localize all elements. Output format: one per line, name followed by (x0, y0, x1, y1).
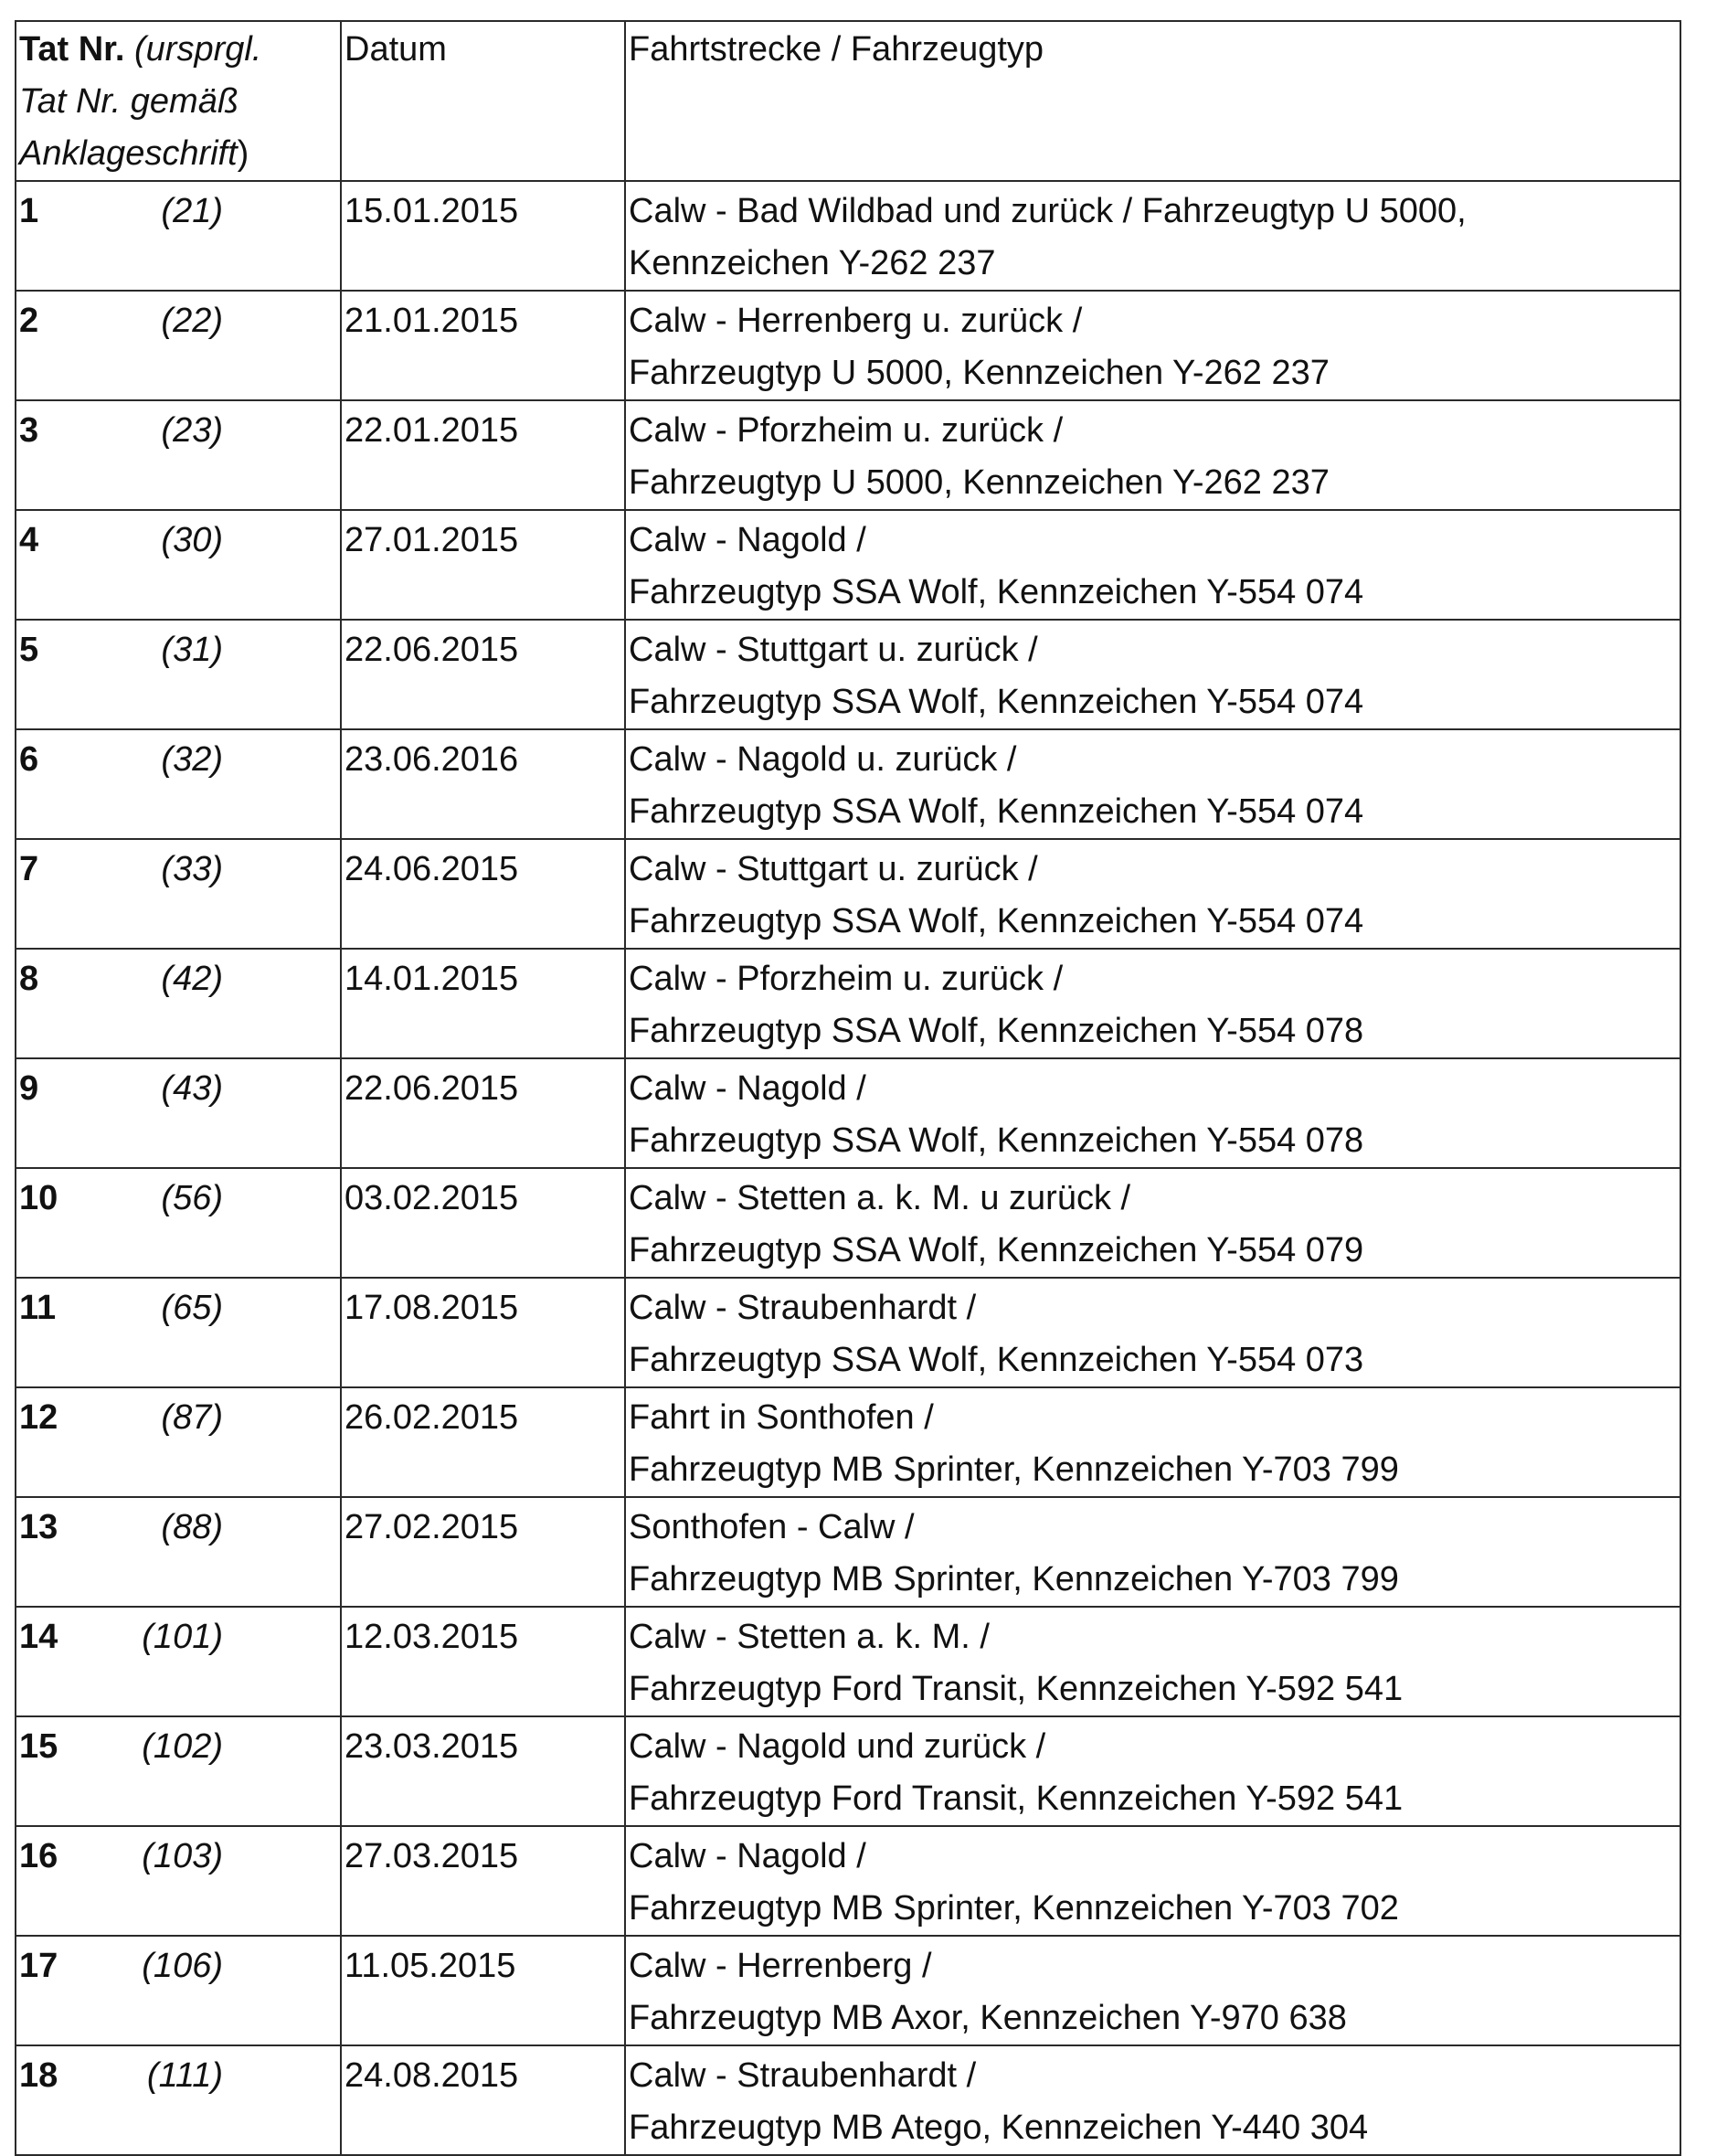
table-body (16, 181, 1680, 2155)
header-orig-line-3: Anklageschrift (19, 134, 238, 173)
table-header (16, 21, 1680, 181)
table-row (16, 949, 1680, 1058)
route-cell (625, 1497, 1680, 1607)
header-orig-close: ) (237, 134, 249, 173)
tat-nr-cell (16, 1058, 341, 1168)
vehicle-text: Fahrzeugtyp U 5000, Kennzeichen Y-262 237 (629, 463, 1330, 502)
vehicle-text: Fahrzeugtyp MB Sprinter, Kennzeichen Y-703 702 (629, 1889, 1399, 1928)
tat-nr: 5 (19, 631, 39, 669)
table-row (16, 729, 1680, 839)
original-tat-nr: (33) (161, 850, 223, 888)
tat-nr: 11 (19, 1289, 57, 1327)
route-cell (625, 1058, 1680, 1168)
table-row (16, 291, 1680, 400)
original-tat-nr: (103) (142, 1837, 223, 1875)
route-text: Calw - Pforzheim u. zurück / (629, 960, 1064, 998)
header-route: Fahrtstrecke / Fahrzeugtyp (625, 21, 1680, 181)
route-text: Calw - Stuttgart u. zurück / (629, 631, 1038, 669)
route-cell (625, 839, 1680, 949)
route-text: Sonthofen - Calw / (629, 1508, 915, 1546)
tat-nr-cell (16, 2045, 341, 2155)
original-tat-nr: (56) (161, 1179, 223, 1217)
tat-nr-cell (16, 510, 341, 620)
table-row (16, 1826, 1680, 1936)
tat-nr-cell (16, 1168, 341, 1278)
table-row (16, 1168, 1680, 1278)
route-text: Fahrt in Sonthofen / (629, 1398, 934, 1437)
vehicle-text: Fahrzeugtyp SSA Wolf, Kennzeichen Y-554 074 (629, 683, 1364, 721)
datum-cell: 15.01.2015 (341, 181, 625, 291)
route-cell (625, 1936, 1680, 2045)
datum-cell: 23.06.2016 (341, 729, 625, 839)
datum-cell: 24.06.2015 (341, 839, 625, 949)
vehicle-text: Fahrzeugtyp SSA Wolf, Kennzeichen Y-554 074 (629, 573, 1364, 611)
tat-nr: 12 (19, 1398, 58, 1437)
tat-nr: 15 (19, 1727, 58, 1766)
tat-nr-cell (16, 181, 341, 291)
route-text: Calw - Nagold / (629, 521, 866, 559)
vehicle-text: Fahrzeugtyp U 5000, Kennzeichen Y-262 237 (629, 354, 1330, 392)
tat-nr: 7 (19, 850, 39, 888)
route-text: Calw - Nagold / (629, 1069, 866, 1108)
table-row (16, 181, 1680, 291)
route-cell (625, 949, 1680, 1058)
tat-nr-cell (16, 839, 341, 949)
header-tat-nr-label: Tat Nr. (19, 30, 125, 69)
vehicle-text: Fahrzeugtyp MB Sprinter, Kennzeichen Y-703 799 (629, 1450, 1399, 1489)
original-tat-nr: (106) (142, 1947, 223, 1985)
vehicle-text: Fahrzeugtyp SSA Wolf, Kennzeichen Y-554 074 (629, 792, 1364, 831)
original-tat-nr: (102) (142, 1727, 223, 1766)
route-text: Calw - Straubenhardt / (629, 1289, 977, 1327)
route-cell (625, 620, 1680, 729)
vehicle-text: Fahrzeugtyp SSA Wolf, Kennzeichen Y-554 074 (629, 902, 1364, 940)
original-tat-nr: (87) (161, 1398, 223, 1437)
original-tat-nr: (32) (161, 740, 223, 779)
datum-cell: 14.01.2015 (341, 949, 625, 1058)
table-row (16, 1278, 1680, 1387)
datum-cell: 21.01.2015 (341, 291, 625, 400)
datum-cell: 27.03.2015 (341, 1826, 625, 1936)
route-text: Calw - Pforzheim u. zurück / (629, 411, 1064, 450)
table-row (16, 2045, 1680, 2155)
tat-nr-cell (16, 1716, 341, 1826)
tat-nr-cell (16, 1387, 341, 1497)
original-tat-nr: (22) (161, 302, 223, 340)
original-tat-nr: (65) (161, 1289, 223, 1327)
table-row (16, 1387, 1680, 1497)
route-cell (625, 729, 1680, 839)
datum-cell: 22.01.2015 (341, 400, 625, 510)
route-cell (625, 1716, 1680, 1826)
datum-cell: 26.02.2015 (341, 1387, 625, 1497)
route-text: Calw - Stetten a. k. M. / (629, 1618, 990, 1656)
tat-nr: 18 (19, 2056, 58, 2095)
header-tat-nr (16, 21, 341, 181)
tat-nr: 4 (19, 521, 39, 559)
tat-nr: 1 (19, 192, 39, 230)
vehicle-text: Fahrzeugtyp Ford Transit, Kennzeichen Y-592 541 (629, 1670, 1404, 1708)
tat-nr-cell (16, 620, 341, 729)
route-text: Calw - Bad Wildbad und zurück / Fahrzeugtyp U 5000, (629, 192, 1467, 230)
table-row (16, 1716, 1680, 1826)
route-cell (625, 181, 1680, 291)
table-row (16, 510, 1680, 620)
vehicle-text: Fahrzeugtyp SSA Wolf, Kennzeichen Y-554 073 (629, 1341, 1364, 1379)
datum-cell: 23.03.2015 (341, 1716, 625, 1826)
tat-nr-cell (16, 1826, 341, 1936)
datum-cell: 27.02.2015 (341, 1497, 625, 1607)
route-text: Calw - Nagold / (629, 1837, 866, 1875)
tat-nr-cell (16, 1497, 341, 1607)
header-row (16, 21, 1680, 181)
tat-nr: 3 (19, 411, 39, 450)
route-text: Calw - Nagold u. zurück / (629, 740, 1017, 779)
route-cell (625, 2045, 1680, 2155)
original-tat-nr: (23) (161, 411, 223, 450)
original-tat-nr: (21) (161, 192, 223, 230)
tat-nr: 14 (19, 1618, 58, 1656)
original-tat-nr: (101) (142, 1618, 223, 1656)
tat-nr-cell (16, 1278, 341, 1387)
tat-nr: 10 (19, 1179, 58, 1217)
route-text: Calw - Herrenberg u. zurück / (629, 302, 1083, 340)
header-datum: Datum (341, 21, 625, 181)
vehicle-text: Fahrzeugtyp MB Sprinter, Kennzeichen Y-703 799 (629, 1560, 1399, 1598)
vehicle-text: Kennzeichen Y-262 237 (629, 244, 996, 282)
datum-cell: 22.06.2015 (341, 620, 625, 729)
tat-nr-cell (16, 291, 341, 400)
tat-nr: 16 (19, 1837, 58, 1875)
route-cell (625, 1168, 1680, 1278)
route-text: Calw - Herrenberg / (629, 1947, 932, 1985)
route-text: Calw - Stuttgart u. zurück / (629, 850, 1038, 888)
tat-nr: 9 (19, 1069, 39, 1108)
tat-nr: 13 (19, 1508, 58, 1546)
vehicle-text: Fahrzeugtyp MB Axor, Kennzeichen Y-970 638 (629, 1999, 1347, 2037)
tat-nr-cell (16, 949, 341, 1058)
route-cell (625, 510, 1680, 620)
table-row (16, 1058, 1680, 1168)
table-row (16, 620, 1680, 729)
tat-nr: 8 (19, 960, 39, 998)
original-tat-nr: (30) (161, 521, 223, 559)
original-tat-nr: (42) (161, 960, 223, 998)
vehicle-text: Fahrzeugtyp Ford Transit, Kennzeichen Y-592 541 (629, 1779, 1404, 1818)
datum-cell: 12.03.2015 (341, 1607, 625, 1716)
vehicle-text: Fahrzeugtyp SSA Wolf, Kennzeichen Y-554 078 (629, 1121, 1364, 1160)
tat-nr-cell (16, 400, 341, 510)
datum-cell: 17.08.2015 (341, 1278, 625, 1387)
tat-nr-cell (16, 729, 341, 839)
original-tat-nr: (88) (161, 1508, 223, 1546)
datum-cell: 11.05.2015 (341, 1936, 625, 2045)
table-row (16, 1607, 1680, 1716)
table-row (16, 1497, 1680, 1607)
table-row (16, 1936, 1680, 2045)
original-tat-nr: (43) (161, 1069, 223, 1108)
datum-cell: 03.02.2015 (341, 1168, 625, 1278)
route-cell (625, 400, 1680, 510)
tat-nr: 17 (19, 1947, 58, 1985)
offense-table (15, 20, 1681, 2156)
table-row (16, 400, 1680, 510)
tat-nr-cell (16, 1607, 341, 1716)
vehicle-text: Fahrzeugtyp SSA Wolf, Kennzeichen Y-554 079 (629, 1231, 1364, 1269)
route-text: Calw - Nagold und zurück / (629, 1727, 1046, 1766)
datum-cell: 24.08.2015 (341, 2045, 625, 2155)
vehicle-text: Fahrzeugtyp MB Atego, Kennzeichen Y-440 304 (629, 2108, 1369, 2147)
datum-cell: 27.01.2015 (341, 510, 625, 620)
datum-cell: 22.06.2015 (341, 1058, 625, 1168)
route-cell (625, 1278, 1680, 1387)
route-cell (625, 291, 1680, 400)
tat-nr: 2 (19, 302, 39, 340)
tat-nr: 6 (19, 740, 39, 779)
header-orig-line-2: Tat Nr. gemäß (19, 82, 239, 121)
route-cell (625, 1607, 1680, 1716)
header-orig-line-1: (ursprgl. (124, 30, 262, 69)
route-text: Calw - Straubenhardt / (629, 2056, 977, 2095)
original-tat-nr: (111) (146, 2056, 223, 2095)
route-text: Calw - Stetten a. k. M. u zurück / (629, 1179, 1131, 1217)
tat-nr-cell (16, 1936, 341, 2045)
vehicle-text: Fahrzeugtyp SSA Wolf, Kennzeichen Y-554 078 (629, 1012, 1364, 1050)
route-cell (625, 1387, 1680, 1497)
route-cell (625, 1826, 1680, 1936)
original-tat-nr: (31) (161, 631, 223, 669)
table-row (16, 839, 1680, 949)
